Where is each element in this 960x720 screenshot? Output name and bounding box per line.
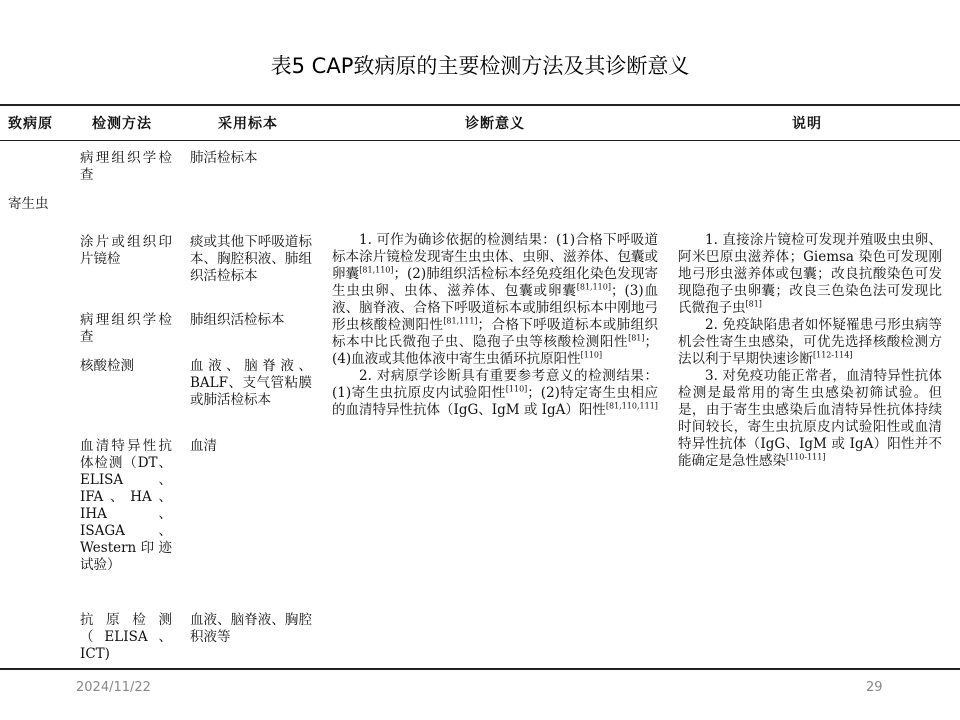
- specimen-cell-1: 肺活检标本: [190, 150, 258, 166]
- method-cell-5: 血清特异性抗体检测（DT、ELISA、IFA、HA、IHA、ISAGA、Western印迹试验）: [80, 438, 172, 573]
- header-pathogen: 致病原: [8, 116, 53, 132]
- footer-page-number: 29: [866, 680, 883, 695]
- header-notes: 说明: [792, 116, 822, 132]
- header-specimen: 采用标本: [218, 116, 278, 132]
- notes-paragraph-3: 3. 对免疫功能正常者，血清特异性抗体检测是最常用的寄生虫感染初筛试验。但是，由于寄生虫感染后血清特异性抗体持续时间较长，寄生虫抗原皮内试验阳性或血清特异性抗体（IgG、IgM 或 IgA）阳性并不能确定是急性感染[110-111]: [678, 368, 942, 469]
- specimen-cell-5: 血清: [190, 438, 217, 454]
- significance-paragraph-1: 1. 可作为确诊依据的检测结果：(1)合格下呼吸道标本涂片镜检发现寄生虫虫体、虫卵、滋养体、包囊或卵囊[81,110]；(2)肺组织活检标本经免疫组化染色发现寄生虫虫卵、虫体、滋养体、包囊或卵囊[81,110]；(3)血液、脑脊液、合格下呼吸道标本或肺组织标本中刚地弓形虫核酸检测阳性[81,111]；合格下呼吸道标本或肺组织标本中比氏微孢子虫、隐孢子虫等核酸检测阳性[81]；(4)血液或其他体液中寄生虫循环抗原阳性[110]: [332, 232, 659, 367]
- method-cell-1: 病理组织学检查: [80, 150, 172, 183]
- header-significance: 诊断意义: [465, 116, 525, 132]
- header-method: 检测方法: [92, 116, 152, 132]
- significance-cell: [332, 232, 658, 419]
- slide-title: 表5 CAP致病原的主要检测方法及其诊断意义: [270, 54, 690, 78]
- table-top-rule: [0, 104, 960, 106]
- table-bottom-rule: [0, 668, 960, 670]
- notes-paragraph-1: 1. 直接涂片镜检可发现并殖吸虫虫卵、阿米巴原虫滋养体；Giemsa 染色可发现刚地弓形虫滋养体或包囊；改良抗酸染色可发现隐孢子虫卵囊；改良三色染色法可发现比氏微孢子虫[81]: [678, 232, 942, 316]
- footer-date: 2024/11/22: [76, 680, 151, 695]
- specimen-cell-3: 肺组织活检标本: [190, 312, 285, 328]
- notes-paragraph-2: 2. 免疫缺陷患者如怀疑罹患弓形虫病等机会性寄生虫感染，可优先选择核酸检测方法以利于早期快速诊断[112-114]: [678, 317, 942, 367]
- significance-paragraph-2: 2. 对病原学诊断具有重要参考意义的检测结果：(1)寄生虫抗原皮内试验阳性[110]；(2)特定寄生虫相应的血清特异性抗体（IgG、IgM 或 IgA）阳性[81,110,111]: [332, 368, 659, 418]
- method-cell-4: 核酸检测: [80, 358, 134, 374]
- method-cell-2: 涂片或组织印片镜检: [80, 234, 172, 267]
- specimen-cell-2: 痰或其他下呼吸道标本、胸腔积液、肺组织活检标本: [190, 234, 312, 284]
- notes-cell: [678, 232, 942, 470]
- method-cell-3: 病理组织学检查: [80, 312, 172, 345]
- pathogen-cell: 寄生虫: [8, 196, 49, 212]
- specimen-cell-4: 血液、脑脊液、BALF、支气管粘膜或肺活检标本: [190, 358, 312, 408]
- table-header-rule: [0, 140, 960, 141]
- method-cell-6: 抗原检测（ELISA、ICT): [80, 612, 172, 662]
- specimen-cell-6: 血液、脑脊液、胸腔积液等: [190, 612, 312, 645]
